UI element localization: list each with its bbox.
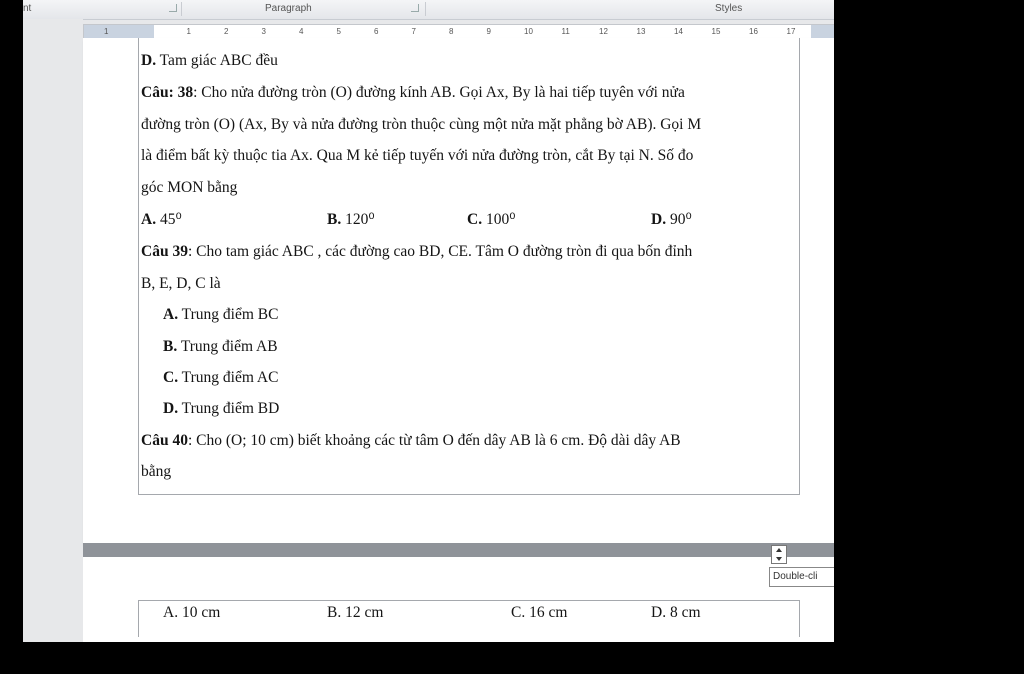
answer-text-box[interactable] xyxy=(138,600,800,637)
question-38-option-d: D. 90⁰ xyxy=(651,211,692,228)
ruler-tick-label: 10 xyxy=(524,27,533,36)
word-window xyxy=(23,0,834,642)
styles-group-label: Styles xyxy=(715,3,743,14)
question-38-line-3: là điểm bất kỳ thuộc tia Ax. Qua M kẻ tiếp tuyến với nửa đường tròn, cắt By tại N. Số đo xyxy=(141,147,694,164)
font-group-label: nt xyxy=(23,3,32,14)
question-39-line-2: B, E, D, C là xyxy=(141,275,221,292)
font-dialog-launcher-icon[interactable] xyxy=(169,4,177,12)
question-40-line-1: Câu 40: Cho (O; 10 cm) biết khoảng các từ tâm O đến dây AB là 6 cm. Độ dài dây AB xyxy=(141,432,681,449)
ruler-tick-label: 5 xyxy=(336,27,341,36)
question-text-box[interactable] xyxy=(138,38,800,495)
header-footer-toggle-icon[interactable] xyxy=(771,545,787,564)
question-39-option-d: D. Trung điểm BD xyxy=(163,400,280,417)
question-40-option-d: D. 8 cm xyxy=(651,604,701,621)
ruler-tick-label: 15 xyxy=(711,27,721,36)
ruler-tick-label: 1 xyxy=(186,27,191,36)
question-38-option-a: A. 45⁰ xyxy=(141,211,182,228)
ruler-tick-label: 8 xyxy=(449,27,454,36)
question-38-option-b: B. 120⁰ xyxy=(327,211,375,228)
left-gutter xyxy=(23,19,83,642)
page-break-gap xyxy=(83,543,834,557)
ruler-tick-label: 16 xyxy=(749,27,758,36)
question-40-option-c: C. 16 cm xyxy=(511,604,568,621)
paragraph-dialog-launcher-icon[interactable] xyxy=(411,4,419,12)
ribbon-separator xyxy=(425,2,426,16)
question-39-line-1: Câu 39: Cho tam giác ABC , các đường cao BD, CE. Tâm O đường tròn đi qua bốn đỉnh xyxy=(141,243,693,260)
question-38-line-4: góc MON bằng xyxy=(141,179,238,196)
ribbon-separator xyxy=(181,2,182,16)
ruler-tick-label: 14 xyxy=(674,27,683,36)
question-39-option-c: C. Trung điểm AC xyxy=(163,369,279,386)
ruler-tick-label: 13 xyxy=(636,27,646,36)
ruler-tick-label: 3 xyxy=(261,27,266,36)
paragraph-group-label: Paragraph xyxy=(265,3,312,14)
ruler-right-margin xyxy=(811,25,834,39)
question-40-option-a: A. 10 cm xyxy=(163,604,221,621)
question-40-line-2: bằng xyxy=(141,463,172,480)
question-38-line-1: Câu: 38: Cho nửa đường tròn (O) đường kính AB. Gọi Ax, By là hai tiếp tuyên với nửa xyxy=(141,84,685,101)
ruler-tick-label: 17 xyxy=(786,27,796,36)
document-page[interactable] xyxy=(83,38,834,543)
question-38-line-2: đường tròn (O) (Ax, By và nửa đường tròn thuộc cùng một nửa mặt phẳng bờ AB). Gọi M xyxy=(141,116,702,133)
ruler-tick-label: 9 xyxy=(486,27,491,36)
ruler-tick-label: 11 xyxy=(561,27,570,36)
question-40-option-b: B. 12 cm xyxy=(327,604,384,621)
ruler-tick-label: 7 xyxy=(411,27,416,36)
ribbon-group-labels xyxy=(23,0,834,20)
question-39-option-a: A. Trung điểm BC xyxy=(163,306,279,323)
ruler-left-margin xyxy=(84,25,154,39)
ruler-tick-label: 12 xyxy=(599,27,608,36)
ruler-tick-label: 2 xyxy=(224,27,229,36)
ruler-tick-label: 4 xyxy=(299,27,304,36)
question-39-option-b: B. Trung điểm AB xyxy=(163,338,278,355)
document-page-2[interactable] xyxy=(83,557,834,642)
tooltip: Double-cli xyxy=(769,567,834,587)
answer-line-d: D. Tam giác ABC đều xyxy=(141,52,278,69)
ruler-tick-label: 6 xyxy=(374,27,379,36)
question-38-option-c: C. 100⁰ xyxy=(467,211,516,228)
ruler-tick-label: 1 xyxy=(104,27,109,36)
